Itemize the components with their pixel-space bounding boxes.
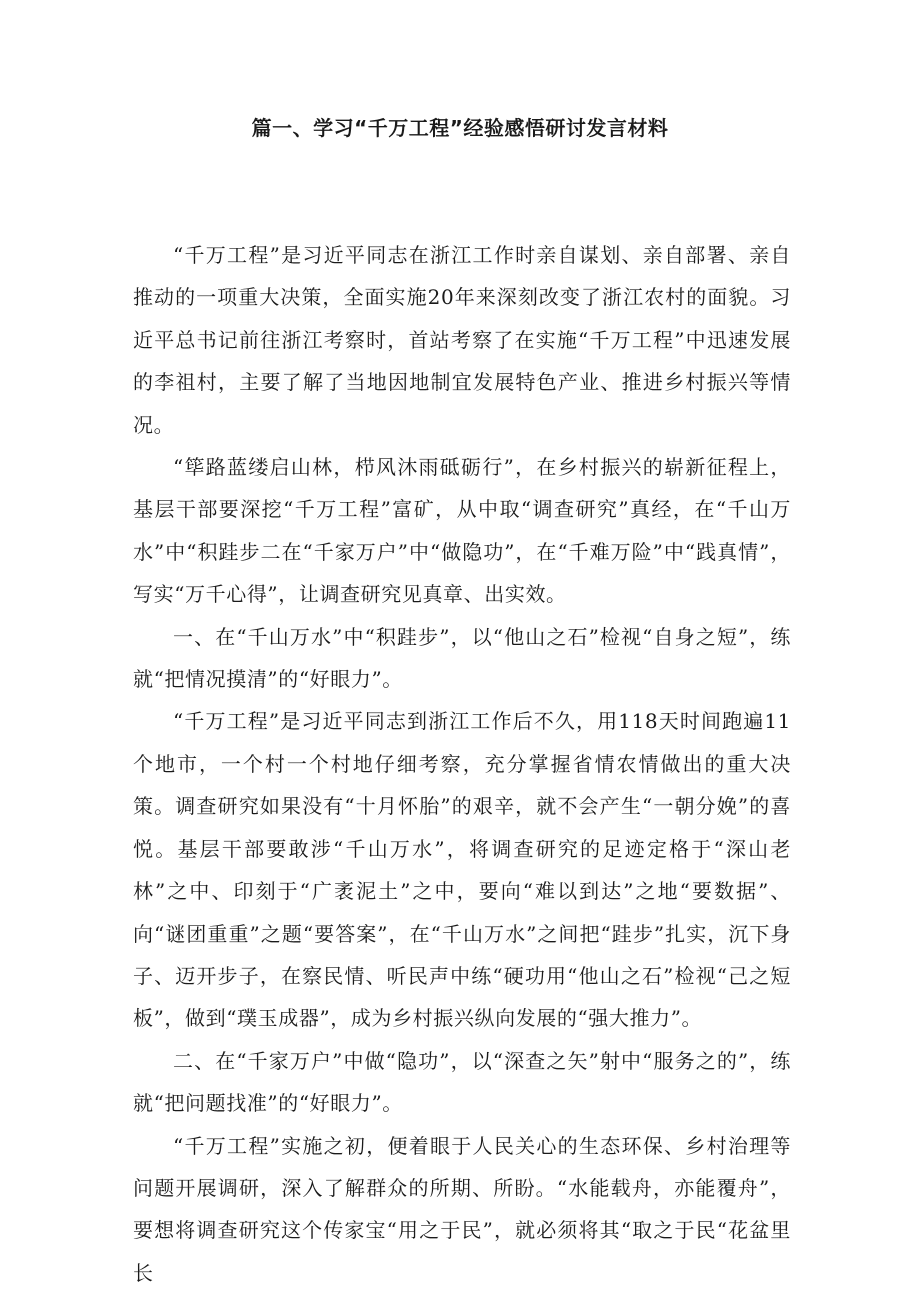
paragraph-intro: “千万工程”是习近平同志在浙江工作时亲自谋划、亲自部署、亲自推动的一项重大决策，全面实施20年来深刻改变了浙江农村的面貌。习近平总书记前往浙江考察时，首站考察了在实施“千万工程”中迅速发展的李祖村，主要了解了当地因地制宜发展特色产业、推进乡村振兴等情况。 [133, 243, 791, 437]
paragraph-section-1: “千万工程”是习近平同志到浙江工作后不久，用118天时间跑遍11个地市，一个村一个村地仔细考察，充分掌握省情农情做出的重大决策。调查研究如果没有“十月怀胎”的艰辛，就不会产生“一朝分娩”的喜悦。基层干部要敢涉“千山万水”，将调查研究的足迹定格于“深山老林”之中、印刻于“广袤泥土”之中，要向“难以到达”之地“要数据”、向“谜团重重”之题“要答案”，在“千山万水”之间把“跬步”扎实，沉下身子、迈开步子，在察民情、听民声中练“硬功用“他山之石”检视“己之短板”，做到“璞玉成器”，成为乡村振兴纵向发展的“强大推力”。 [133, 709, 791, 1031]
document-body [133, 234, 791, 1294]
section-heading-1: 一、在“千山万水”中“积跬步”，以“他山之石”检视“自身之短”，练就“把情况摸清”的“好眼力”。 [133, 624, 791, 692]
paragraph-section-2: “千万工程”实施之初，便着眼于人民关心的生态环保、乡村治理等问题开展调研，深入了解群众的所期、所盼。“水能载舟，亦能覆舟”，要想将调查研究这个传家宝“用之于民”，就必须将其“取之于民“花盆里长 [133, 1133, 791, 1285]
section-heading-2: 二、在“千家万户”中做“隐功”，以“深查之矢”射中“服务之的”，练就“把问题找准”的“好眼力”。 [133, 1048, 791, 1116]
document-title: 篇一、学习“千万工程”经验感悟研讨发言材料 [251, 116, 669, 140]
paragraph-overview: “筚路蓝缕启山林，栉风沐雨砥砺行”，在乡村振兴的崭新征程上，基层干部要深挖“千万工程”富矿，从中取“调查研究”真经，在“千山万水”中“积跬步二在“千家万户”中“做隐功”，在“千难万险”中“践真情”，写实“万千心得”，让调查研究见真章、出实效。 [133, 455, 791, 607]
